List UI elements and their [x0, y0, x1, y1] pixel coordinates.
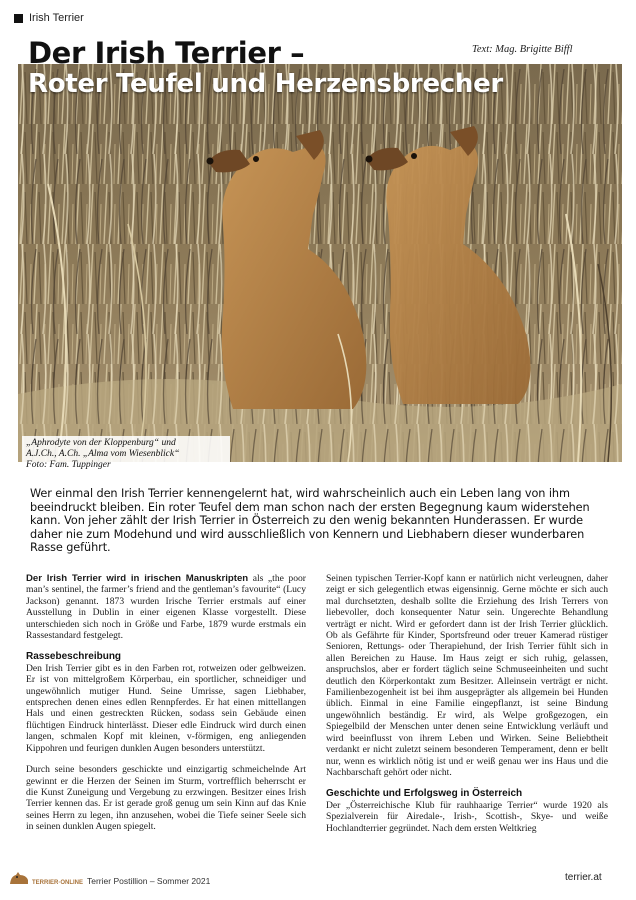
body-paragraph: Der „Österreichische Klub für rauhhaarige Terrier“ wurde 1920 als Spezialverein für Airedale-, Irish-, Scottish-, Skye- und weiße Hochlandterrier gegründet. Nach dem ersten Weltkrieg — [326, 799, 608, 834]
lead-paragraph: Wer einmal den Irish Terrier kennengelernt hat, wird wahrscheinlich auch ein Leben lang von ihm beeindruckt bleiben. Ein roter Teufel dem man schon nach der ersten Begegnung kaum widerstehen kann. Von jeher zählt der Irish Terrier in Österreich zu den wenig bekannten Hunderassen. Er wurde daher nie zum Modehund und wird ausschließlich von Kennern und Liebhabern dieser wunderbaren Rasse geführt. — [30, 487, 590, 555]
terrier-logo-icon — [8, 870, 83, 886]
intro-paragraph — [26, 573, 306, 641]
logo-text: TERRIER·ONLINE — [32, 880, 83, 886]
article-column-left — [26, 573, 306, 843]
section-heading: Rassebeschreibung — [26, 651, 122, 663]
photo-caption — [22, 436, 230, 473]
article-column-right — [326, 573, 608, 844]
body-paragraph: Durch seine besonders geschickte und einzigartig schmeichelnde Art gewinnt er die Herzen der Seinen im Sturm, vortrefflich beherrscht er die Kunst Zuneigung und Vergebung zu erzwingen. Besitzer eines Irish Terrier kennen das. Er ist gerade groß genug um sein Kinn auf das Knie seines Herrn zu legen, ihn anzusehen, wobei die Tiefe seiner Seele sich in seinen dunklen Augen spiegelt. — [26, 764, 306, 833]
caption-line: „Aphrodyte von der Kloppenburg“ und — [26, 438, 176, 448]
site-link[interactable]: terrier.at — [565, 872, 602, 883]
article-title: Der Irish Terrier – — [28, 36, 305, 70]
section-square-icon — [14, 14, 23, 23]
intro-text: als „the poor man’s sentinel, the farmer’s friend and the gentleman’s favourite“ (Lucy Jackson) genannt. 1873 wurden Irische Terrier erstmals auf einer Ausstellung in Dublin in einer eigenen Klasse vorgestellt. Diese unterschieden sich noch in Größe und Farbe, 1879 wurde erstmals ein Rassestandard festgelegt. — [26, 573, 306, 642]
caption-line: A.J.Ch., A.Ch. „Alma vom Wiesenblick“ — [26, 449, 180, 459]
issue-text: Terrier Postillion – Sommer 2021 — [87, 876, 211, 886]
article-author: Text: Mag. Brigitte Biffl — [472, 44, 573, 55]
dog-photo — [18, 64, 622, 462]
footer-issue — [8, 870, 210, 886]
body-paragraph: Den Irish Terrier gibt es in den Farben rot, rotweizen oder gelbweizen. Er ist von mittelgroßem Körperbau, ein sportlicher, schneidiger und ungewöhnlich mutiger Hund. Seine Umrisse, sagen Liebhaber, entsprechen denen eines edlen Rennpferdes. Er hat einen mittellangen Hals und einen gestreckten Rücken, sodass sein Gebäude einen flüchtigen Eindruck hinterlässt. Dieser edle Eindruck wird durch einen langen, schmalen Kopf mit kleinen, v-förmigen, eng anliegenden Kippohren und feurigen dunklen Augen besonders unterstützt. — [26, 662, 306, 754]
section-label: Irish Terrier — [29, 12, 84, 24]
section-tag — [14, 12, 84, 24]
article-subtitle: Roter Teufel und Herzensbrecher — [28, 69, 503, 99]
intro-bold: Der Irish Terrier wird in irischen Manuskripten — [26, 573, 249, 584]
body-paragraph: Seinen typischen Terrier-Kopf kann er natürlich nicht verleugnen, daher zeigt er sich gelegentlich etwas eigensinnig. Gerne möchte er sich auch mal durchsetzten, deshalb sollte die Erziehung des Irish Terrers von liebevoller, doch konsequenter Natur sein. Ungerechte Behandlung verträgt er nicht. Wird er gefordert dann ist der Irish Terrier glücklich. Ob als Gefährte für Kinder, Sportsfreund oder treuer Kamerad rüstiger Senioren, Rettungs- oder Therapiehund, der Irish Terrier fühlt sich in allen Bereichen zu Hause. Im Haus zeigt er sich ruhig, gelassen, anspruchslos, aber er fordert täglich seine Schmuseeinheiten und sucht deutlich den Körperkontakt zum Besitzer. Alleinsein verträgt er nicht. Familienbezogenheit ist bei ihm ausgeprägter als allgemein bei Hunden üblich. Einmal in eine Familie eingepflanzt, ist seine Bindung ungewöhnlich beständig. Er wird, als Welpe großgezogen, ein Spiegelbild der Menschen unter denen seine Entwicklung verläuft und wird beeinflusst von ihrem Leben und Wirken. Seine Beliebtheit verdankt er nicht zuletzt seinem besonderen Temperament, denn er bellt nur, wenn es wirklich nötig ist und er weiß genau wer ins Haus und die Nachbarschaft gehört oder nicht. — [326, 573, 608, 778]
caption-line: Foto: Fam. Tuppinger — [26, 460, 111, 470]
section-heading: Geschichte und Erfolgsweg in Österreich — [326, 788, 523, 800]
